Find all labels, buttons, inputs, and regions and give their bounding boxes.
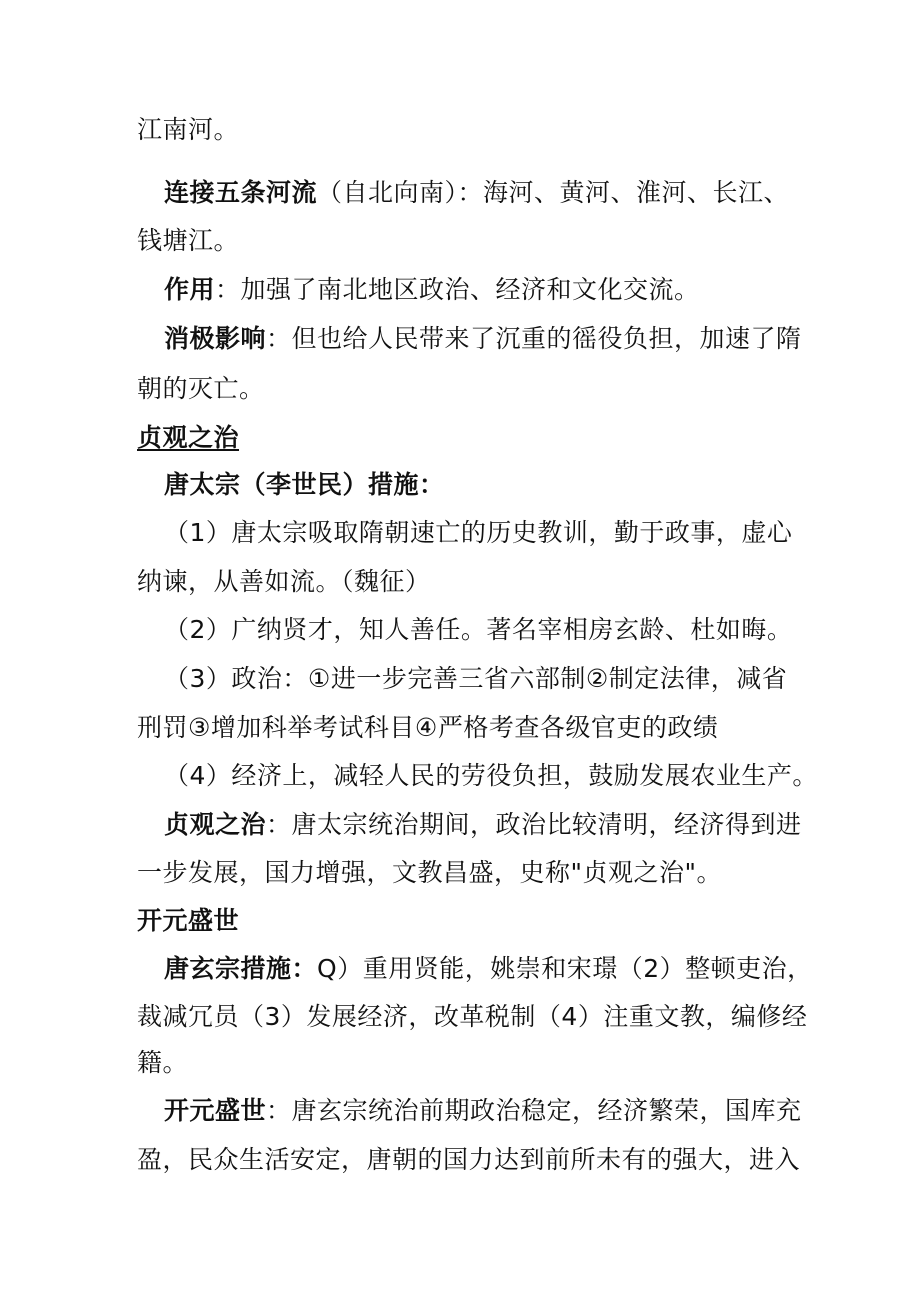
term-bold: 开元盛世 [164, 1096, 267, 1125]
text-line: （1）唐太宗吸取隋朝速亡的历史教训，勤于政事，虚心 [164, 518, 793, 547]
text-span: Q）重用贤能，姚崇和宋璟（2）整顿吏治， [317, 954, 813, 983]
text-line: （4）经济上，减轻人民的劳役负担，鼓励发展农业生产。 [164, 761, 818, 790]
text-line [164, 1096, 802, 1126]
text-span: （自北向南）：海河、黄河、淮河、长江、 [317, 178, 790, 207]
text-span: ：唐玄宗统治前期政治稳定，经济繁荣，国库充 [266, 1096, 802, 1125]
text-line [137, 374, 265, 404]
term-bold: 贞观之治 [164, 810, 267, 839]
term-bold: 连接五条河流 [164, 178, 318, 207]
text-line: （2）广纳贤才，知人善任。著名宰相房玄龄、杜如晦。 [164, 615, 793, 644]
text-line [164, 178, 789, 208]
subheading: 唐太宗（李世民）措施： [164, 470, 445, 499]
text-span: ：但也给人民带来了沉重的徭役负担，加速了隋 [266, 324, 802, 353]
section-heading: 贞观之治 [137, 423, 240, 452]
text-span: ：加强了南北地区政治、经济和文化交流。 [215, 275, 700, 304]
text-line [164, 954, 813, 984]
text-span: 钱塘江。 [137, 226, 240, 255]
section-heading: 开元盛世 [137, 906, 240, 935]
term-bold: 消极影响 [164, 324, 267, 353]
text-line [164, 810, 802, 840]
text-line: （3）政治：①进一步完善三省六部制②制定法律，减省 [164, 664, 788, 693]
text-line: 一步发展，国力增强，文教昌盛，史称"贞观之治"。 [137, 858, 723, 887]
text-line [164, 275, 700, 305]
term-bold: 作用 [164, 275, 216, 304]
term-bold: 唐玄宗措施： [164, 954, 318, 983]
text-line: 籍。 [137, 1048, 189, 1077]
text-line: 刑罚③增加科举考试科目④严格考查各级官吏的政绩 [137, 713, 719, 742]
text-line [164, 324, 802, 354]
text-span: ：唐太宗统治期间，政治比较清明，经济得到进 [266, 810, 802, 839]
text-line [137, 115, 239, 145]
text-line: 裁减冗员（3）发展经济，改革税制（4）注重文教，编修经 [137, 1002, 808, 1031]
text-span: 江南河。 [137, 115, 240, 144]
text-span: 朝的灭亡。 [137, 374, 265, 403]
text-line: 纳谏，从善如流。（魏征） [137, 567, 431, 596]
text-line [137, 226, 239, 256]
text-line: 盈，民众生活安定，唐朝的国力达到前所未有的强大，进入 [137, 1145, 801, 1174]
